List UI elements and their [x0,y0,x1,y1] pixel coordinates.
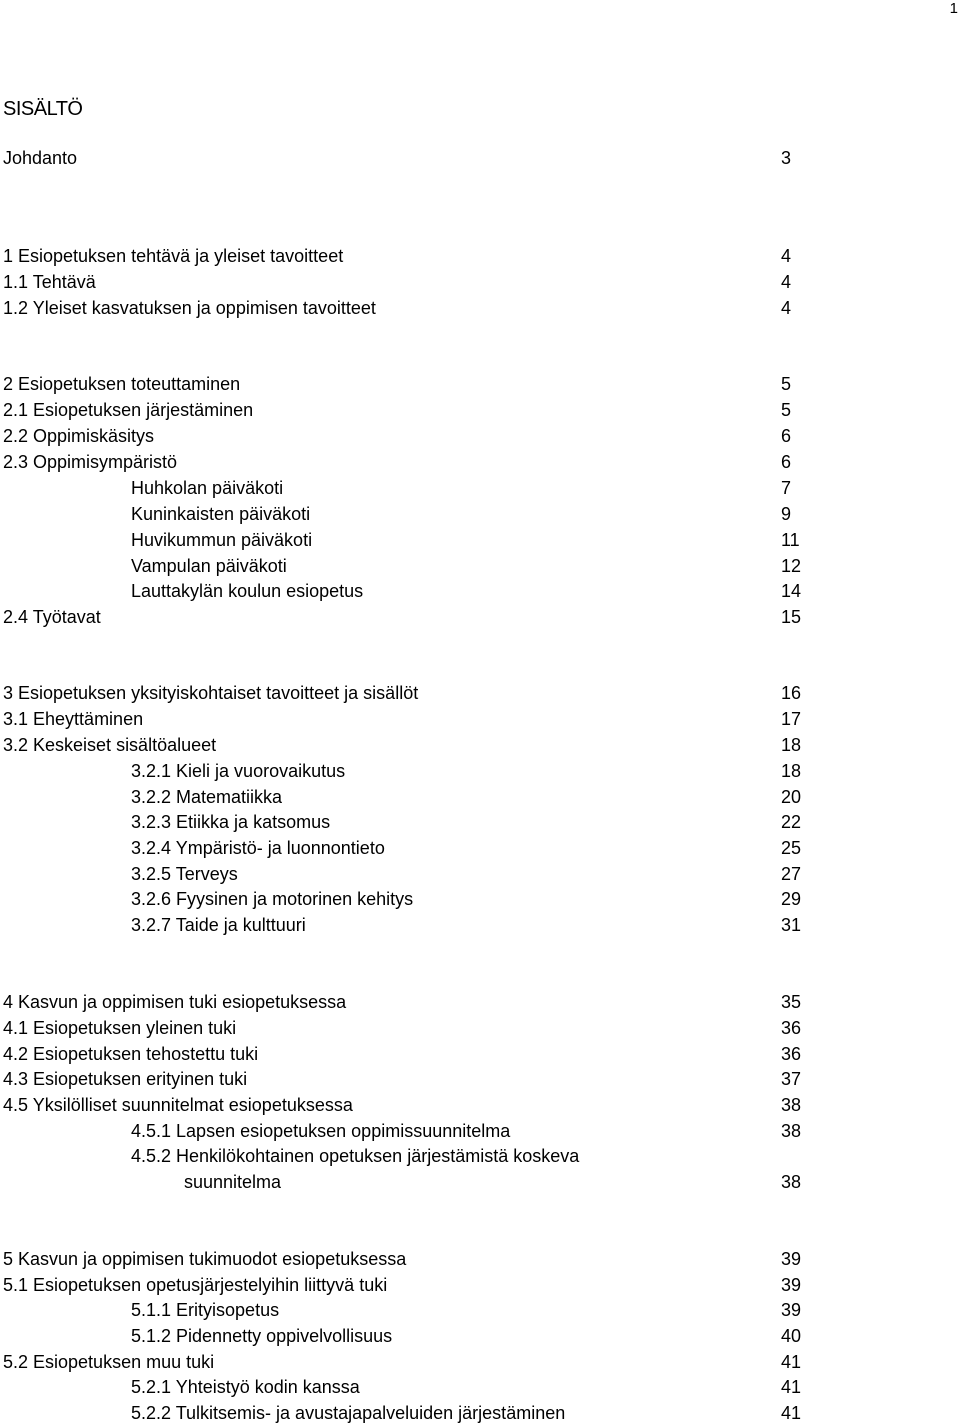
toc-entry-page: 12 [781,556,802,576]
toc-entry-title: 1.1 Tehtävä [3,272,96,292]
toc-entry-title: 5.2 Esiopetuksen muu tuki [3,1352,215,1372]
toc-entry-title: Vampulan päiväkoti [131,556,287,576]
toc-entry [3,296,903,320]
toc-entry-page: 40 [781,1326,802,1346]
toc-entry-page: 11 [781,530,800,550]
toc-entry-page: 16 [781,683,802,703]
toc-heading: SISÄLTÖ [3,98,83,120]
toc-entry-page: 41 [781,1352,802,1372]
toc-entry-page: 38 [781,1121,802,1141]
toc-entry-page: 6 [781,452,792,472]
toc-entry-title: 3.2.2 Matematiikka [131,787,283,807]
toc-entry-title: 4.5.2 Henkilökohtainen opetuksen järjestämistä koskeva [131,1146,580,1166]
toc-entry [3,1144,903,1168]
toc-entry-title: 4 Kasvun ja oppimisen tuki esiopetuksessa [3,992,347,1012]
toc-entry-page: 38 [781,1172,802,1192]
toc-entry-page: 18 [781,735,802,755]
toc-entry-title: 2.2 Oppimiskäsitys [3,426,155,446]
toc-entry [3,270,903,294]
toc-entry-page: 37 [781,1069,802,1089]
toc-entry-title: 3.2.7 Taide ja kulttuuri [131,915,306,935]
toc-entry-title: 2.3 Oppimisympäristö [3,452,178,472]
toc-entry-title: 5 Kasvun ja oppimisen tukimuodot esiopetuksessa [3,1249,407,1269]
toc-entry [3,1273,903,1297]
toc-entry-title: 2.4 Työtavat [3,607,101,627]
toc-entry-title: 1.2 Yleiset kasvatuksen ja oppimisen tavoitteet [3,298,376,318]
toc-entry-page: 6 [781,426,792,446]
toc-entry-page: 41 [781,1377,802,1397]
toc-entry [3,1324,903,1348]
toc-entry-page: 17 [781,709,802,729]
toc-entry-page: 27 [781,864,802,884]
toc-entry-title: 3.2 Keskeiset sisältöalueet [3,735,217,755]
toc-entry [3,1298,903,1322]
toc-entry-page: 18 [781,761,802,781]
toc-entry-page: 38 [781,1095,802,1115]
toc-entry-page: 4 [781,272,792,292]
toc-entry-title: 3.2.4 Ympäristö- ja luonnontieto [131,838,385,858]
toc-entry [3,398,903,422]
toc-entry [3,887,903,911]
toc-entry-page: 36 [781,1018,802,1038]
toc-entry-page: 15 [781,607,802,627]
toc-entry-title: Kuninkaisten päiväkoti [131,504,311,524]
toc-entry-page: 9 [781,504,792,524]
toc-entry-title: 4.1 Esiopetuksen yleinen tuki [3,1018,237,1038]
toc-entry-title: 2.1 Esiopetuksen järjestäminen [3,400,254,420]
toc-entry-page: 39 [781,1300,802,1320]
toc-entry-page: 5 [781,374,792,394]
toc-entry-title: 5.2.1 Yhteistyö kodin kanssa [131,1377,360,1397]
toc-entry-title: 3.2.3 Etiikka ja katsomus [131,812,331,832]
toc-entry [3,1170,903,1194]
toc-entry-page: 36 [781,1044,802,1064]
toc-entry [3,1247,903,1271]
toc-entry [3,1042,903,1066]
toc-entry-title: 5.1.1 Erityisopetus [131,1300,280,1320]
toc-entry [3,785,903,809]
toc-entry [3,1401,903,1425]
toc-entry [3,528,903,552]
toc-entry [3,424,903,448]
toc-entry-page: 39 [781,1249,802,1269]
toc-entry [3,502,903,526]
toc-entry [3,707,903,731]
toc-entry-title: 3.1 Eheyttäminen [3,709,144,729]
toc-entry-page: 39 [781,1275,802,1295]
toc-entry [3,244,903,268]
toc-entry [3,579,903,603]
toc-entry-title: Huhkolan päiväkoti [131,478,284,498]
toc-entry-page: 20 [781,787,802,807]
toc-entry-page: 35 [781,992,802,1012]
toc-entry-title: Huvikummun päiväkoti [131,530,313,550]
toc-entry-page: 4 [781,246,792,266]
toc-entry-page: 5 [781,400,792,420]
toc-entry [3,810,903,834]
toc-entry-title: 3 Esiopetuksen yksityiskohtaiset tavoitteet ja sisällöt [3,683,419,703]
toc-entry [3,450,903,474]
toc-entry-page: 22 [781,812,802,832]
toc-entry [3,733,903,757]
toc-entry [3,759,903,783]
toc-entry [3,1067,903,1091]
toc-entry-title: Lauttakylän koulun esiopetus [131,581,364,601]
toc-entry-title: 4.5 Yksilölliset suunnitelmat esiopetuksessa [3,1095,353,1115]
toc-entry-title: 3.2.5 Terveys [131,864,238,884]
toc-entry-title: 3.2.6 Fyysinen ja motorinen kehitys [131,889,414,909]
toc-entry-page: 25 [781,838,802,858]
toc-entry-title: 5.2.2 Tulkitsemis- ja avustajapalveluiden järjestäminen [131,1403,566,1423]
toc-entry [3,554,903,578]
toc-entry-title: Johdanto [3,148,78,168]
toc-entry-page: 4 [781,298,792,318]
toc-entry-title: 3.2.1 Kieli ja vuorovaikutus [131,761,346,781]
toc-entry-page: 7 [781,478,792,498]
toc-entry-title: 4.3 Esiopetuksen erityinen tuki [3,1069,248,1089]
toc-entry-page: 31 [781,915,802,935]
toc-entry [3,146,903,170]
toc-entry [3,1093,903,1117]
toc-entry [3,372,903,396]
toc-entry-title: 1 Esiopetuksen tehtävä ja yleiset tavoitteet [3,246,344,266]
page-number: 1 [949,0,958,17]
toc-entry-title: suunnitelma [184,1172,282,1192]
toc-entry [3,862,903,886]
toc-entry-title: 4.2 Esiopetuksen tehostettu tuki [3,1044,259,1064]
toc-entry [3,913,903,937]
toc-entry [3,836,903,860]
toc-entry-title: 4.5.1 Lapsen esiopetuksen oppimissuunnitelma [131,1121,511,1141]
toc-entry-title: 5.1 Esiopetuksen opetusjärjestelyihin liittyvä tuki [3,1275,388,1295]
toc-entry-title: 2 Esiopetuksen toteuttaminen [3,374,241,394]
toc-entry-page: 29 [781,889,802,909]
toc-entry-page: 41 [781,1403,802,1423]
toc-entry-page: 3 [781,148,792,168]
toc-entry [3,1016,903,1040]
toc-entry [3,476,903,500]
toc-entry [3,1119,903,1143]
toc-entry [3,1350,903,1374]
toc-entry [3,681,903,705]
toc-entry [3,990,903,1014]
toc-entry-page: 14 [781,581,802,601]
toc-entry-title: 5.1.2 Pidennetty oppivelvollisuus [131,1326,393,1346]
toc-entry [3,605,903,629]
toc-entry [3,1375,903,1399]
